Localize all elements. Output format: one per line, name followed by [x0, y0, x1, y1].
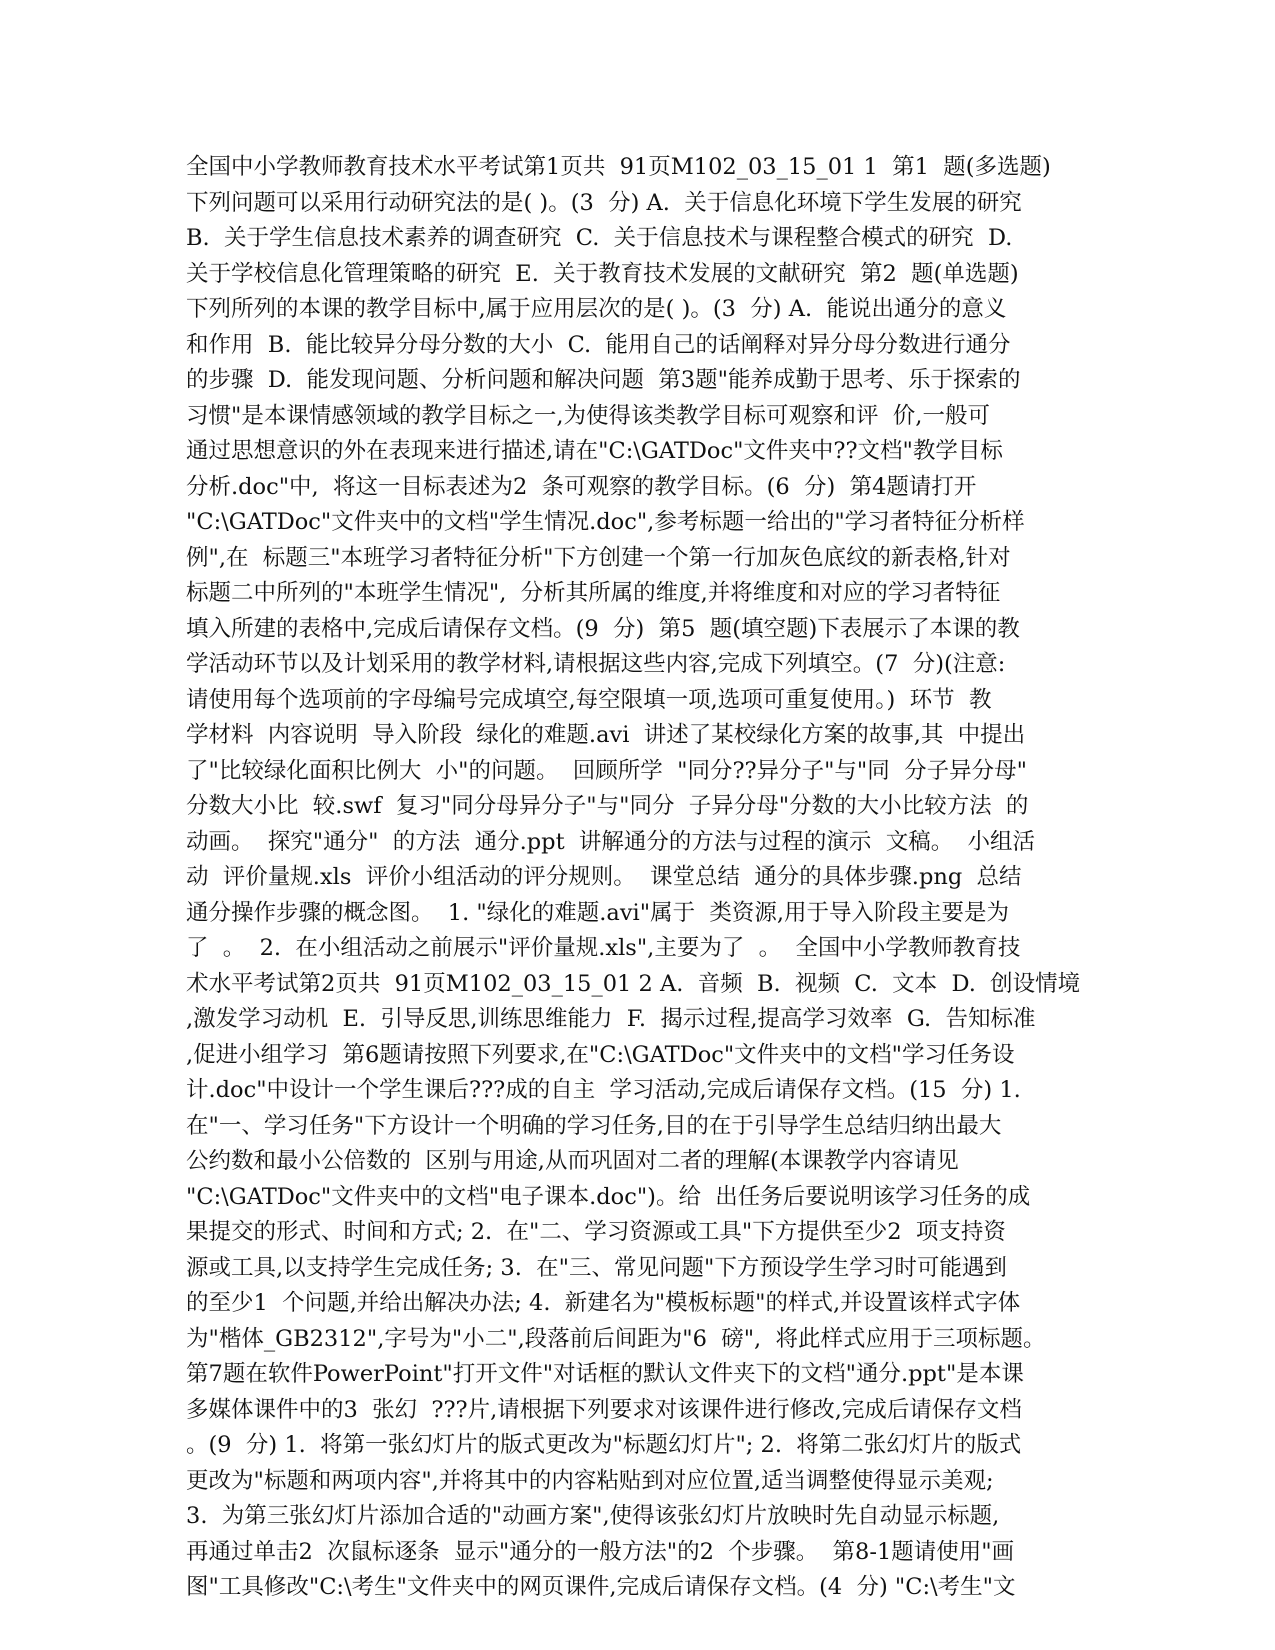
text-line: 。(9 分) 1. 将第一张幻灯片的版式更改为"标题幻灯片"; 2. 将第二张幻灯片的版式: [186, 1432, 1022, 1458]
text-line: 更改为"标题和两项内容",并将其中的内容粘贴到对应位置,适当调整使得显示美观;: [186, 1467, 994, 1494]
text-line: 多媒体课件中的3 张幻 ???片,请根据下列要求对该课件进行修改,完成后请保存文档: [186, 1396, 1022, 1423]
text-line: B. 关于学生信息技术素养的调查研究 C. 关于信息技术与课程整合模式的研究 D.: [186, 225, 1013, 251]
text-line: 通过思想意识的外在表现来进行描述,请在"C:\GATDoc"文件夹中??文档"教学目标: [186, 438, 1003, 464]
text-line: "C:\GATDoc"文件夹中的文档"学生情况.doc",参考标题一给出的"学习者特征分析样: [186, 509, 1025, 535]
text-line: 了 。 2. 在小组活动之前展示"评价量规.xls",主要为了 。 全国中小学教师教育技: [186, 935, 1021, 961]
text-line: 源或工具,以支持学生完成任务; 3. 在"三、常见问题"下方预设学生学习时可能遇到: [186, 1254, 1007, 1281]
text-line: 动 评价量规.xls 评价小组活动的评分规则。 课堂总结 通分的具体步骤.png 总结: [186, 864, 1022, 890]
text-line: 公约数和最小公倍数的 区别与用途,从而巩固对二者的理解(本课教学内容请见: [186, 1148, 959, 1174]
text-line: 的至少1 个问题,并给出解决办法; 4. 新建名为"模板标题"的样式,并设置该样式字体: [186, 1290, 1021, 1316]
text-line: 计.doc"中设计一个学生课后???成的自主 学习活动,完成后请保存文档。(15 分) 1.: [186, 1077, 1021, 1103]
text-line: 再通过单击2 次鼠标逐条 显示"通分的一般方法"的2 个步骤。 第8-1题请使用"画: [186, 1538, 1015, 1565]
text-line: 动画。 探究"通分" 的方法 通分.ppt 讲解通分的方法与过程的演示 文稿。 小组活: [186, 828, 1036, 855]
text-line: 填入所建的表格中,完成后请保存文档。(9 分) 第5 题(填空题)下表展示了本课的教: [186, 615, 1020, 642]
text-line: 术水平考试第2页共 91页M102_03_15_01 2 A. 音频 B. 视频 C. 文本 D. 创设情境: [186, 970, 1081, 997]
text-line: 下列问题可以采用行动研究法的是( )。(3 分) A. 关于信息化环境下学生发展的研究: [186, 189, 1022, 216]
text-line: 3. 为第三张幻灯片添加合适的"动画方案",使得该张幻灯片放映时先自动显示标题,: [186, 1503, 1000, 1529]
text-line: 了"比较绿化面积比例大 小"的问题。 回顾所学 "同分??异分子"与"同 分子异分母": [186, 757, 1027, 784]
text-line: 例",在 标题三"本班学习者特征分析"下方创建一个第一行加灰色底纹的新表格,针对: [186, 544, 1011, 571]
text-line: ,激发学习动机 E. 引导反思,训练思维能力 F. 揭示过程,提高学习效率 G. 告知标准: [186, 1006, 1036, 1032]
text-line: 果提交的形式、时间和方式; 2. 在"二、学习资源或工具"下方提供至少2 项支持资: [186, 1219, 1006, 1245]
text-line: 和作用 B. 能比较异分母分数的大小 C. 能用自己的话阐释对异分母分数进行通分: [186, 331, 1011, 358]
text-line: 的步骤 D. 能发现问题、分析问题和解决问题 第3题"能养成勤于思考、乐于探索的: [186, 367, 1021, 393]
text-line: 通分操作步骤的概念图。 1. "绿化的难题.avi"属于 类资源,用于导入阶段主要是为: [186, 899, 1010, 926]
text-line: 习惯"是本课情感领域的教学目标之一,为使得该类教学目标可观察和评 价,一般可: [186, 402, 990, 429]
text-line: 分析.doc"中, 将这一目标表述为2 条可观察的教学目标。(6 分) 第4题请打开: [186, 473, 977, 500]
text-line: 下列所列的本课的教学目标中,属于应用层次的是( )。(3 分) A. 能说出通分的意义: [186, 296, 1007, 322]
text-line: 图"工具修改"C:\考生"文件夹中的网页课件,完成后请保存文档。(4 分) "C:\考生"文: [186, 1574, 1016, 1600]
text-line: 第7题在软件PowerPoint"打开文件"对话框的默认文件夹下的文档"通分.ppt"是本课: [186, 1361, 1024, 1387]
text-line: 学活动环节以及计划采用的教学材料,请根据这些内容,完成下列填空。(7 分)(注意:: [186, 651, 1006, 677]
document-body: [186, 150, 1086, 1606]
text-line: 关于学校信息化管理策略的研究 E. 关于教育技术发展的文献研究 第2 题(单选题): [186, 260, 1019, 287]
text-line: 分数大小比 较.swf 复习"同分母异分子"与"同分 子异分母"分数的大小比较方法 的: [186, 793, 1029, 819]
text-line: ,促进小组学习 第6题请按照下列要求,在"C:\GATDoc"文件夹中的文档"学习任务设: [186, 1041, 1015, 1068]
text-line: 全国中小学教师教育技术水平考试第1页共 91页M102_03_15_01 1 第1 题(多选题): [186, 154, 1051, 180]
text-line: 为"楷体_GB2312",字号为"小二",段落前后间距为"6 磅", 将此样式应用于三项标题。: [186, 1325, 1046, 1352]
text-line: 标题二中所列的"本班学生情况", 分析其所属的维度,并将维度和对应的学习者特征: [186, 580, 1001, 606]
text-line: 请使用每个选项前的字母编号完成填空,每空限填一项,选项可重复使用。) 环节 教: [186, 686, 992, 713]
text-line: 学材料 内容说明 导入阶段 绿化的难题.avi 讲述了某校绿化方案的故事,其 中提出: [186, 722, 1026, 748]
text-line: 在"一、学习任务"下方设计一个明确的学习任务,目的在于引导学生总结归纳出最大: [186, 1112, 1002, 1139]
text-line: "C:\GATDoc"文件夹中的文档"电子课本.doc")。给 出任务后要说明该学习任务的成: [186, 1183, 1031, 1210]
